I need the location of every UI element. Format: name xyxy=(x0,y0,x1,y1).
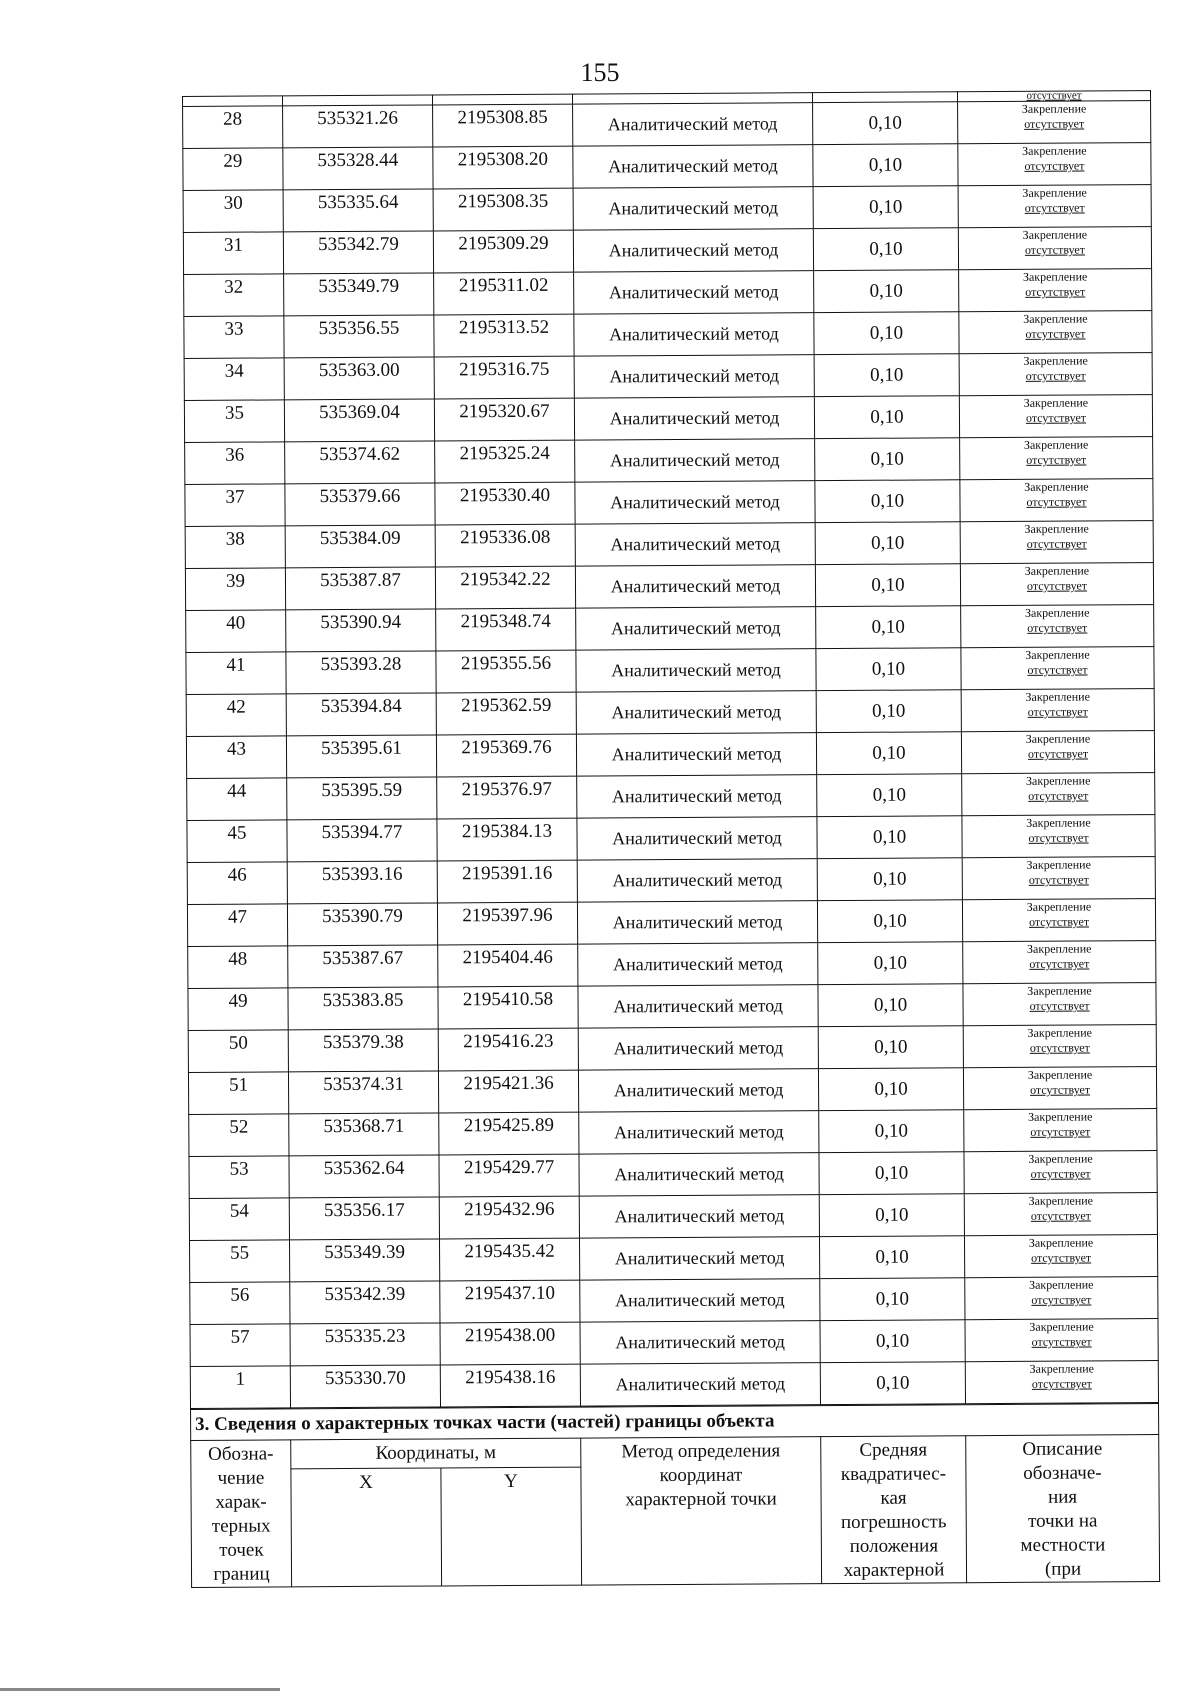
desc-line-1: Закрепление xyxy=(1023,437,1089,452)
table-row xyxy=(183,101,1151,149)
description-cell xyxy=(958,185,1151,228)
desc-line-2: отсутствует xyxy=(1030,1166,1091,1181)
coord-y: 2195391.16 xyxy=(437,860,577,903)
desc-line-2: отсутствует xyxy=(1027,704,1088,719)
desc-line-1: Закрепление xyxy=(1027,983,1092,998)
table-row xyxy=(185,563,1153,611)
coord-x: 535383.85 xyxy=(288,987,438,1030)
point-number: 46 xyxy=(187,862,287,905)
table-row xyxy=(184,353,1152,401)
desc-line-2: отсутствует xyxy=(1029,1040,1090,1055)
desc-line-2: отсутствует xyxy=(1025,368,1086,383)
table-row xyxy=(189,1109,1157,1157)
point-number: 39 xyxy=(185,568,285,611)
description-cell xyxy=(959,269,1152,312)
coord-y: 2195325.24 xyxy=(435,440,575,483)
desc-line-1: Закрепление xyxy=(1022,269,1088,284)
method-cell: Аналитический метод xyxy=(575,439,815,482)
coordinates-table-body xyxy=(183,91,1159,1409)
table-row xyxy=(189,1151,1157,1199)
section3-title: 3. Сведения о характерных точках части (частей) границы объекта xyxy=(191,1404,1159,1441)
desc-line-1: Закрепление xyxy=(1024,479,1089,494)
accuracy-cell: 0,10 xyxy=(816,732,961,775)
coord-y: 2195308.35 xyxy=(433,188,573,231)
coord-y: 2195432.96 xyxy=(439,1196,579,1239)
description-cell xyxy=(961,647,1154,690)
point-number: 42 xyxy=(186,694,286,737)
desc-line-2: отсутствует xyxy=(1027,662,1088,677)
description-cell xyxy=(963,941,1156,984)
document-table-wrapper xyxy=(182,90,1159,1588)
accuracy-cell: 0,10 xyxy=(815,438,960,481)
table-row xyxy=(188,1067,1156,1115)
description-cell xyxy=(964,1193,1157,1236)
header-y: Y xyxy=(441,1467,582,1586)
description-cell xyxy=(961,605,1154,648)
desc-line-1: Закрепление xyxy=(1029,1319,1094,1334)
coord-y: 2195311.02 xyxy=(434,272,574,315)
description-cell xyxy=(962,857,1155,900)
point-number: 57 xyxy=(190,1324,290,1367)
coord-y: 2195362.59 xyxy=(436,692,576,735)
point-number: 48 xyxy=(188,946,288,989)
coord-x: 535362.64 xyxy=(289,1155,439,1198)
table-row xyxy=(186,731,1154,779)
header-point-designation: Обозна- чение харак- терных точек границ xyxy=(191,1440,292,1588)
accuracy-cell: 0,10 xyxy=(813,186,958,229)
accuracy-cell: 0,10 xyxy=(814,270,959,313)
coord-x: 535395.61 xyxy=(286,735,436,778)
point-number: 55 xyxy=(189,1240,289,1283)
description-cell xyxy=(959,353,1152,396)
table-row xyxy=(188,1025,1156,1073)
coord-y: 2195437.10 xyxy=(440,1280,580,1323)
coord-x: 535387.87 xyxy=(285,567,435,610)
desc-line-1: Закрепление xyxy=(1028,1151,1093,1166)
desc-line-2: отсутствует xyxy=(1031,1292,1092,1307)
description-cell xyxy=(963,983,1156,1026)
desc-line-2: отсутствует xyxy=(1026,536,1087,551)
description-cell xyxy=(960,437,1153,480)
description-cell xyxy=(958,101,1151,144)
desc-line-2: отсутствует xyxy=(1030,1124,1091,1139)
accuracy-cell: 0,10 xyxy=(818,1026,963,1069)
accuracy-cell: 0,10 xyxy=(816,648,961,691)
method-cell: Аналитический метод xyxy=(574,313,814,356)
description-cell xyxy=(958,143,1151,186)
description-cell xyxy=(963,1025,1156,1068)
desc-line-2: отсутствует xyxy=(1025,326,1086,341)
desc-line-1: Закрепление xyxy=(1025,689,1090,704)
method-cell: Аналитический метод xyxy=(574,397,814,440)
coord-y: 2195316.75 xyxy=(434,356,574,399)
desc-line-2: отсутствует xyxy=(1025,284,1086,299)
method-cell: Аналитический метод xyxy=(579,1195,819,1238)
accuracy-cell: 0,10 xyxy=(818,1068,963,1111)
method-cell: Аналитический метод xyxy=(573,229,813,272)
accuracy-cell: 0,10 xyxy=(816,606,961,649)
description-cell xyxy=(961,689,1154,732)
description-cell xyxy=(962,815,1155,858)
desc-line-1: Закрепление xyxy=(1026,899,1092,914)
coord-y: 2195308.85 xyxy=(433,104,573,147)
description-cell xyxy=(962,899,1155,942)
desc-line-1: Закрепление xyxy=(1025,731,1091,746)
coord-x: 535387.67 xyxy=(288,945,438,988)
accuracy-cell: 0,10 xyxy=(817,774,962,817)
coordinates-table xyxy=(182,90,1159,1409)
description-cell xyxy=(959,311,1152,354)
coord-x: 535363.00 xyxy=(284,357,434,400)
description-cell xyxy=(961,731,1154,774)
description-cell xyxy=(960,479,1153,522)
point-number: 33 xyxy=(184,316,284,359)
method-cell: Аналитический метод xyxy=(574,271,814,314)
point-number: 47 xyxy=(187,904,287,947)
desc-line-1: Закрепление xyxy=(1026,815,1091,830)
desc-line-1: Закрепление xyxy=(1022,227,1088,242)
coord-x: 535394.77 xyxy=(287,819,437,862)
accuracy-cell: 0,10 xyxy=(817,900,962,943)
coord-y: 2195416.23 xyxy=(438,1028,578,1071)
header-coordinates: Координаты, м xyxy=(291,1438,581,1469)
desc-line-2: отсутствует xyxy=(1027,746,1089,761)
coord-x: 535321.26 xyxy=(283,105,433,148)
coord-y: 2195376.97 xyxy=(437,776,577,819)
description-cell xyxy=(960,521,1153,564)
coord-y: 2195435.42 xyxy=(439,1238,579,1281)
desc-line-2: отсутствует xyxy=(1024,242,1086,257)
header-accuracy: Средняя квадратичес- кая погрешность положения характерной xyxy=(821,1436,967,1584)
table-row xyxy=(185,521,1153,569)
method-cell: Аналитический метод xyxy=(575,481,815,524)
desc-line-1: Закрепление xyxy=(1025,773,1091,788)
desc-line-2: отсутствует xyxy=(1026,452,1087,467)
desc-line-1: Закрепление xyxy=(1029,1277,1094,1292)
method-cell: Аналитический метод xyxy=(573,103,813,146)
coord-y: 2195438.00 xyxy=(440,1322,580,1365)
method-cell: Аналитический метод xyxy=(575,565,815,608)
point-number: 32 xyxy=(184,274,284,317)
coord-x: 535379.66 xyxy=(285,483,435,526)
table-row xyxy=(187,773,1155,821)
method-cell: Аналитический метод xyxy=(578,1027,818,1070)
desc-line-2: отсутствует xyxy=(1031,1376,1092,1391)
point-number: 28 xyxy=(183,106,283,149)
table-row xyxy=(183,185,1151,233)
table-row xyxy=(184,395,1152,443)
desc-line-2: отсутствует xyxy=(1024,158,1085,173)
desc-line-1: Закрепление xyxy=(1023,311,1088,326)
coord-x: 535356.55 xyxy=(284,315,434,358)
description-cell xyxy=(965,1319,1158,1362)
point-number: 34 xyxy=(184,358,284,401)
point-number: 49 xyxy=(188,988,288,1031)
desc-line-2: отсутствует xyxy=(1028,872,1089,887)
method-cell: Аналитический метод xyxy=(577,859,817,902)
desc-line-1: Закрепление xyxy=(1028,1235,1094,1250)
coord-x: 535349.79 xyxy=(284,273,434,316)
point-number: 40 xyxy=(186,610,286,653)
method-cell: Аналитический метод xyxy=(577,775,817,818)
table-row xyxy=(186,605,1154,653)
point-number: 52 xyxy=(189,1114,289,1157)
point-number: 51 xyxy=(188,1072,288,1115)
coord-y: 2195348.74 xyxy=(436,608,576,651)
accuracy-cell: 0,10 xyxy=(819,1152,964,1195)
accuracy-cell: 0,10 xyxy=(820,1320,965,1363)
desc-line-1: Закрепление xyxy=(1023,353,1088,368)
table-row xyxy=(185,479,1153,527)
coord-y: 2195410.58 xyxy=(438,986,578,1029)
point-number: 35 xyxy=(184,400,284,443)
page-number: 155 xyxy=(580,58,620,87)
table-row xyxy=(183,143,1151,191)
point-number: 29 xyxy=(183,148,283,191)
desc-line-1: Закрепление xyxy=(1028,1193,1094,1208)
desc-line-2: отсутствует xyxy=(1030,1208,1091,1223)
method-cell: Аналитический метод xyxy=(573,187,813,230)
accuracy-cell: 0,10 xyxy=(816,690,961,733)
desc-line-2: отсутствует xyxy=(1030,1082,1091,1097)
coord-y: 2195421.36 xyxy=(438,1070,578,1113)
desc-line-2: отсутствует xyxy=(1024,116,1085,131)
desc-line-2: отсутствует xyxy=(1028,830,1089,845)
point-number: 43 xyxy=(186,736,286,779)
coord-y: 2195404.46 xyxy=(438,944,578,987)
coord-x: 535374.62 xyxy=(285,441,435,484)
accuracy-cell: 0,10 xyxy=(815,564,960,607)
table-row xyxy=(187,857,1155,905)
accuracy-cell: 0,10 xyxy=(814,312,959,355)
desc-line-2: отсутствует xyxy=(1029,998,1090,1013)
table-row xyxy=(190,1319,1158,1367)
desc-line-1: Закрепление xyxy=(1022,185,1087,200)
scan-edge-line xyxy=(0,1688,280,1691)
desc-line-1: Закрепление xyxy=(1027,1025,1092,1040)
description-cell xyxy=(964,1109,1157,1152)
accuracy-cell: 0,10 xyxy=(815,522,960,565)
desc-line-2: отсутствует xyxy=(1024,200,1085,215)
accuracy-cell: 0,10 xyxy=(819,1194,964,1237)
desc-line-1: Закрепление xyxy=(1024,563,1090,578)
accuracy-cell: 0,10 xyxy=(820,1362,965,1405)
desc-line-2: отсутствует xyxy=(1029,956,1090,971)
table-row xyxy=(186,689,1154,737)
desc-line-1: Закрепление xyxy=(1027,1067,1093,1082)
accuracy-cell: 0,10 xyxy=(813,144,958,187)
point-number: 38 xyxy=(185,526,285,569)
method-cell: Аналитический метод xyxy=(573,145,813,188)
method-cell: Аналитический метод xyxy=(580,1363,820,1406)
desc-line-2: отсутствует xyxy=(1025,410,1087,425)
point-number: 54 xyxy=(189,1198,289,1241)
desc-line-1: Закрепление xyxy=(1025,647,1090,662)
header-description: Описание обозначе- ния точки на местности (при xyxy=(966,1435,1160,1583)
point-number: 31 xyxy=(183,232,283,275)
coord-x: 535356.17 xyxy=(289,1197,439,1240)
point-number: 30 xyxy=(183,190,283,233)
point-number: 45 xyxy=(187,820,287,863)
coord-x: 535374.31 xyxy=(288,1071,438,1114)
accuracy-cell: 0,10 xyxy=(819,1110,964,1153)
desc-line-2: отсутствует xyxy=(1029,914,1090,929)
desc-line-1: Закрепление xyxy=(1024,521,1089,536)
accuracy-cell: 0,10 xyxy=(815,480,960,523)
method-cell: Аналитический метод xyxy=(576,649,816,692)
method-cell: Аналитический метод xyxy=(579,1111,819,1154)
desc-line-2: отсутствует xyxy=(1027,620,1088,635)
method-cell: Аналитический метод xyxy=(579,1153,819,1196)
coord-x: 535368.71 xyxy=(289,1113,439,1156)
table-row xyxy=(184,311,1152,359)
coord-y: 2195425.89 xyxy=(439,1112,579,1155)
description-cell xyxy=(964,1235,1157,1278)
coord-x: 535394.84 xyxy=(286,693,436,736)
desc-line-1: Закрепление xyxy=(1029,1361,1095,1376)
table-row xyxy=(183,227,1151,275)
method-cell: Аналитический метод xyxy=(578,985,818,1028)
description-cell xyxy=(963,1067,1156,1110)
method-cell: Аналитический метод xyxy=(576,607,816,650)
desc-line-1: Закрепление xyxy=(1026,857,1091,872)
coord-x: 535393.16 xyxy=(287,861,437,904)
coord-y: 2195320.67 xyxy=(434,398,574,441)
accuracy-cell: 0,10 xyxy=(813,228,958,271)
method-cell: Аналитический метод xyxy=(578,1069,818,1112)
description-cell xyxy=(965,1361,1158,1404)
method-cell: Аналитический метод xyxy=(577,901,817,944)
coord-x: 535328.44 xyxy=(283,147,433,190)
accuracy-cell: 0,10 xyxy=(819,1236,964,1279)
desc-line-2: отсутствует xyxy=(1026,494,1087,509)
coord-x: 535390.79 xyxy=(287,903,437,946)
point-number: 53 xyxy=(189,1156,289,1199)
table-row xyxy=(188,983,1156,1031)
table-row xyxy=(184,269,1152,317)
point-number: 1 xyxy=(190,1366,290,1409)
point-number: 37 xyxy=(185,484,285,527)
section3-table xyxy=(190,1403,1160,1588)
desc-line-1: Закрепление xyxy=(1028,1109,1093,1124)
coord-x: 535342.79 xyxy=(283,231,433,274)
accuracy-cell: 0,10 xyxy=(818,942,963,985)
header-x: X xyxy=(291,1468,442,1587)
coord-y: 2195429.77 xyxy=(439,1154,579,1197)
coord-y: 2195384.13 xyxy=(437,818,577,861)
table-row xyxy=(189,1235,1157,1283)
table-row xyxy=(187,899,1155,947)
accuracy-cell: 0,10 xyxy=(814,396,959,439)
desc-line-1: Закрепление xyxy=(1023,395,1089,410)
description-cell xyxy=(960,563,1153,606)
coord-x: 535384.09 xyxy=(285,525,435,568)
description-cell xyxy=(958,227,1151,270)
method-cell: Аналитический метод xyxy=(577,817,817,860)
description-cell xyxy=(959,395,1152,438)
header-method: Метод определения координат характерной точки xyxy=(581,1437,822,1585)
desc-line-1: Закрепление xyxy=(1022,143,1087,158)
coord-y: 2195309.29 xyxy=(433,230,573,273)
desc-line-2: отсутствует xyxy=(1031,1250,1092,1265)
method-cell: Аналитический метод xyxy=(576,691,816,734)
accuracy-cell: 0,10 xyxy=(814,354,959,397)
coord-x: 535369.04 xyxy=(284,399,434,442)
desc-line-1: Закрепление xyxy=(1026,941,1092,956)
coord-x: 535379.38 xyxy=(288,1029,438,1072)
point-number: 44 xyxy=(187,778,287,821)
method-cell: Аналитический метод xyxy=(578,943,818,986)
coord-y: 2195330.40 xyxy=(435,482,575,525)
table-row xyxy=(189,1193,1157,1241)
method-cell: Аналитический метод xyxy=(580,1321,820,1364)
table-row xyxy=(186,647,1154,695)
table-row xyxy=(185,437,1153,485)
desc-line-1: Закрепление xyxy=(1021,101,1087,116)
method-cell: Аналитический метод xyxy=(575,523,815,566)
coord-y: 2195313.52 xyxy=(434,314,574,357)
point-number: 36 xyxy=(185,442,285,485)
table-row xyxy=(187,815,1155,863)
method-cell: Аналитический метод xyxy=(580,1279,820,1322)
header-row-1 xyxy=(191,1435,1159,1470)
coord-y: 2195308.20 xyxy=(433,146,573,189)
accuracy-cell: 0,10 xyxy=(817,816,962,859)
accuracy-cell: 0,10 xyxy=(813,102,958,145)
description-cell xyxy=(965,1277,1158,1320)
coord-x: 535395.59 xyxy=(287,777,437,820)
table-row xyxy=(190,1277,1158,1325)
desc-line-2: отсутствует xyxy=(1031,1334,1092,1349)
method-cell: Аналитический метод xyxy=(579,1237,819,1280)
point-number: 50 xyxy=(188,1030,288,1073)
coord-x: 535335.23 xyxy=(290,1323,440,1366)
desc-line-1: Закрепление xyxy=(1024,605,1090,620)
coord-y: 2195369.76 xyxy=(436,734,576,777)
desc-line-2: отсутствует xyxy=(1028,788,1089,803)
continued-desc: отсутствует xyxy=(957,91,1150,102)
accuracy-cell: 0,10 xyxy=(817,858,962,901)
coord-x: 535349.39 xyxy=(289,1239,439,1282)
method-cell: Аналитический метод xyxy=(576,733,816,776)
point-number: 41 xyxy=(186,652,286,695)
desc-line-2: отсутствует xyxy=(1026,578,1088,593)
coord-x: 535335.64 xyxy=(283,189,433,232)
table-row xyxy=(188,941,1156,989)
table-row xyxy=(190,1361,1158,1409)
coord-y: 2195342.22 xyxy=(435,566,575,609)
coord-x: 535342.39 xyxy=(290,1281,440,1324)
method-cell: Аналитический метод xyxy=(574,355,814,398)
coord-y: 2195336.08 xyxy=(435,524,575,567)
description-cell xyxy=(962,773,1155,816)
point-number: 56 xyxy=(190,1282,290,1325)
coord-y: 2195397.96 xyxy=(437,902,577,945)
coord-x: 535330.70 xyxy=(290,1365,440,1408)
coord-y: 2195438.16 xyxy=(440,1364,580,1407)
coord-y: 2195355.56 xyxy=(436,650,576,693)
description-cell xyxy=(964,1151,1157,1194)
accuracy-cell: 0,10 xyxy=(818,984,963,1027)
accuracy-cell: 0,10 xyxy=(820,1278,965,1321)
coord-x: 535393.28 xyxy=(286,651,436,694)
coord-x: 535390.94 xyxy=(286,609,436,652)
